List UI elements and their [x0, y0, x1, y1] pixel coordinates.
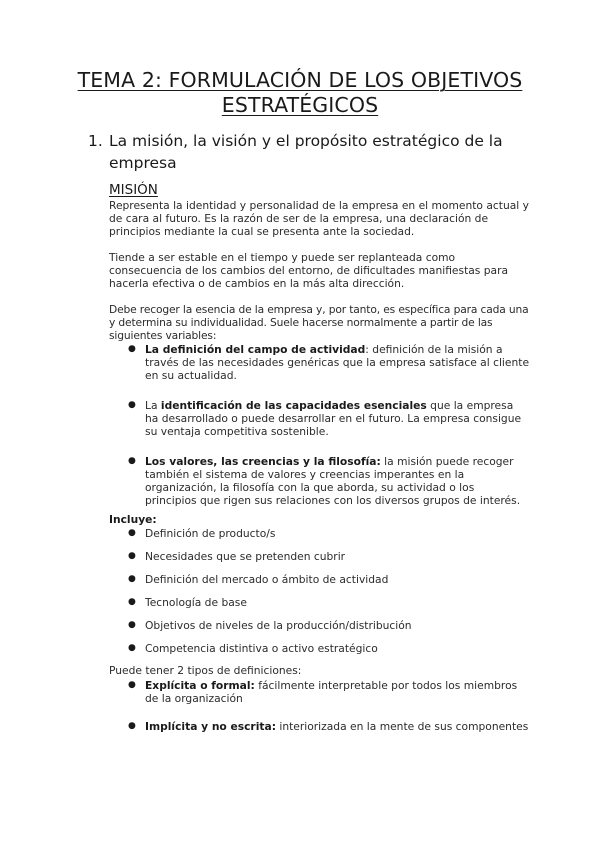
paragraph-mision-definition: Representa la identidad y personalidad de la empresa en el momento actual y de cara al futuro. Es la razón de ser de la empresa, una declaración de principios mediante la cual se presenta ante la sociedad. [109, 199, 529, 238]
bullet-icon: ● [128, 597, 136, 607]
list-item: ● Los valores, las creencias y la filosofía: la misión puede recoger también el sistema de valores y creencias imperantes en la organización, la filosofía con la que aborda, su actividad o los principios que rigen sus relaciones con los diversos grupos de interés. [128, 455, 521, 507]
paragraph-tipos-intro: Puede tener 2 tipos de definiciones: [109, 664, 302, 677]
bullet-icon: ● [128, 574, 136, 584]
list-item: ● Implícita y no escrita: interiorizada en la mente de sus componentes [128, 720, 529, 733]
variables-list [109, 343, 529, 507]
section-heading-text: La misión, la visión y el propósito estratégico de la empresa [109, 132, 503, 172]
list-item: ● La identificación de las capacidades esenciales que la empresa ha desarrollado o puede desarrollar en el futuro. La empresa consigue su ventaja competitiva sostenible. [128, 399, 522, 438]
bullet-icon: ● [128, 551, 136, 561]
list-item: ● Tecnología de base [128, 596, 247, 609]
bullet-icon: ● [128, 643, 136, 653]
subsection-heading-mision: MISIÓN [109, 182, 158, 198]
section-heading [88, 130, 548, 174]
list-item: ● Necesidades que se pretenden cubrir [128, 550, 346, 563]
list-item: ● Objetivos de niveles de la producción/distribución [128, 619, 412, 632]
page-title: TEMA 2: FORMULACIÓN DE LOS OBJETIVOS ESTRATÉGICOS [77, 68, 523, 117]
bullet-icon: ● [128, 721, 136, 731]
bullet-icon: ● [128, 680, 136, 690]
bullet-icon: ● [128, 456, 136, 466]
incluye-list [109, 527, 529, 655]
bullet-icon: ● [128, 620, 136, 630]
list-item: ● Definición de producto/s [128, 527, 276, 540]
paragraph-mision-stability: Tiende a ser estable en el tiempo y puede ser replanteada como consecuencia de los cambios del entorno, de dificultades manifiestas para hacerla efectiva o de cambios en la más alta dirección. [109, 251, 509, 290]
tipos-list [109, 679, 529, 733]
list-item: ● Competencia distintiva o activo estratégico [128, 642, 378, 655]
bullet-icon: ● [128, 400, 136, 410]
list-item: ● Explícita o formal: fácilmente interpretable por todos los miembros de la organización [128, 679, 518, 705]
paragraph-mision-essence: Debe recoger la esencia de la empresa y, por tanto, es específica para cada una y determina su individualidad. Suele hacerse normalmente a partir de las siguientes variables: [109, 303, 529, 342]
list-item: ● La definición del campo de actividad: definición de la misión a través de las necesidades genéricas que la empresa satisface al cliente en su actualidad. [128, 343, 530, 382]
list-item: ● Definición del mercado o ámbito de actividad [128, 573, 389, 586]
incluye-label: Incluye: [109, 513, 157, 526]
section-number: 1. [88, 132, 103, 150]
bullet-icon: ● [128, 344, 136, 354]
bullet-icon: ● [128, 528, 136, 538]
